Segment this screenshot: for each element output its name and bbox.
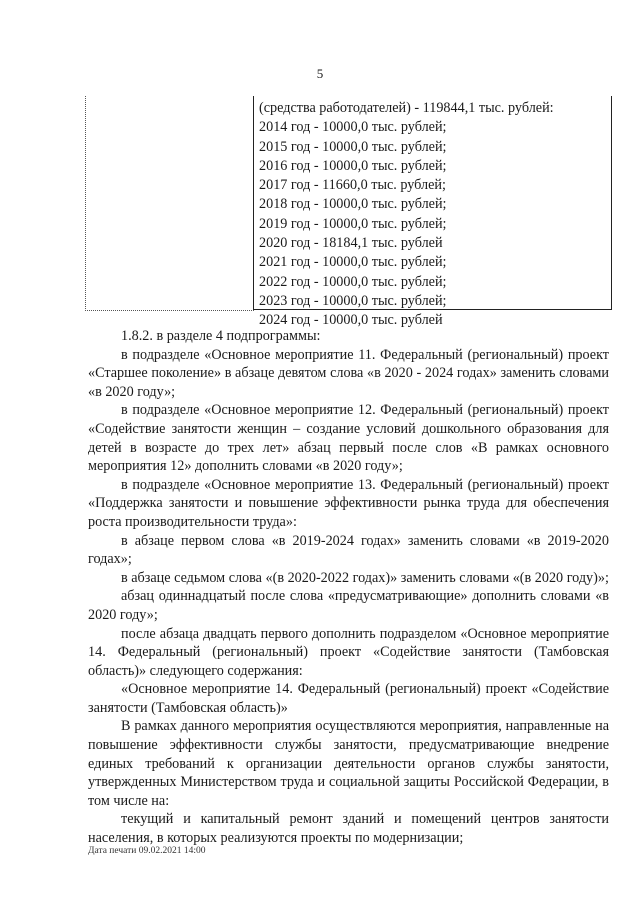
paragraph: в абзаце первом слова «в 2019-2024 годах» заменить словами «в 2019-2020 годах»; <box>88 532 609 568</box>
paragraph: В рамках данного мероприятия осуществляются мероприятия, направленные на повышение эффективности службы занятости, предусматривающие внедрение единых требований к организации деятельности органов службы занятости, утвержденных Министерством труда и социальной защиты Российской Федерации, в том числе на: <box>88 718 609 809</box>
funding-line: 2018 год - 10000,0 тыс. рублей; <box>259 196 447 213</box>
paragraph: в абзаце седьмом слова «(в 2020-2022 годах)» заменить словами «(в 2020 году)»; <box>121 569 609 586</box>
paragraph: в подразделе «Основное мероприятие 13. Федеральный (региональный) проект «Поддержка занятости и повышение эффективности рынка труда для обеспечения роста производительности труда»: <box>88 476 609 530</box>
paragraph: после абзаца двадцать первого дополнить подразделом «Основное мероприятие 14. Федеральный (региональный) проект «Содействие занятости (Тамбовская область)» следующего содержания: <box>88 625 609 679</box>
funding-lines <box>259 99 554 331</box>
paragraph: в подразделе «Основное мероприятие 12. Федеральный (региональный) проект «Содействие занятости женщин – создание условий дошкольного образования для детей в возрасте до трех лет» абзац первый после слов «В рамках основного мероприятия 12» дополнить словами «в 2020 году»; <box>88 402 609 475</box>
paragraph: «Основное мероприятие 14. Федеральный (региональный) проект «Содействие занятости (Тамбовская область)» <box>88 681 609 716</box>
funding-line: 2017 год - 11660,0 тыс. рублей; <box>259 177 446 194</box>
print-date: Дата печати 09.02.2021 14:00 <box>88 846 206 856</box>
funding-line: 2015 год - 10000,0 тыс. рублей; <box>259 138 447 155</box>
table-left-column <box>85 96 254 311</box>
funding-line: 2014 год - 10000,0 тыс. рублей; <box>259 119 447 136</box>
funding-line: 2022 год - 10000,0 тыс. рублей; <box>259 273 447 290</box>
funding-line: 2019 год - 10000,0 тыс. рублей; <box>259 215 447 232</box>
paragraph: в подразделе «Основное мероприятие 11. Федеральный (региональный) проект «Старшее поколение» в абзаце девятом слова «в 2020 - 2024 годах» заменить словами «в 2020 году»; <box>88 346 609 400</box>
funding-line: (средства работодателей) - 119844,1 тыс. рублей: <box>259 100 554 116</box>
document-body <box>88 327 609 848</box>
funding-table-fragment <box>85 96 611 329</box>
funding-line: 2024 год - 10000,0 тыс. рублей <box>259 312 443 329</box>
funding-line: 2023 год - 10000,0 тыс. рублей; <box>259 292 447 309</box>
funding-line: 2016 год - 10000,0 тыс. рублей; <box>259 157 447 174</box>
paragraph: текущий и капитальный ремонт зданий и помещений центров занятости населения, в которых реализуются проекты по модернизации; <box>88 811 609 847</box>
page-number: 5 <box>316 66 324 81</box>
table-right-column <box>253 96 612 329</box>
paragraph: абзац одиннадцатый после слова «предусматривающие» дополнить словами «в 2020 году»; <box>88 588 609 623</box>
funding-line: 2020 год - 18184,1 тыс. рублей <box>259 235 443 252</box>
funding-line: 2021 год - 10000,0 тыс. рублей; <box>259 254 447 271</box>
section-heading: 1.8.2. в разделе 4 подпрограммы: <box>121 328 321 344</box>
